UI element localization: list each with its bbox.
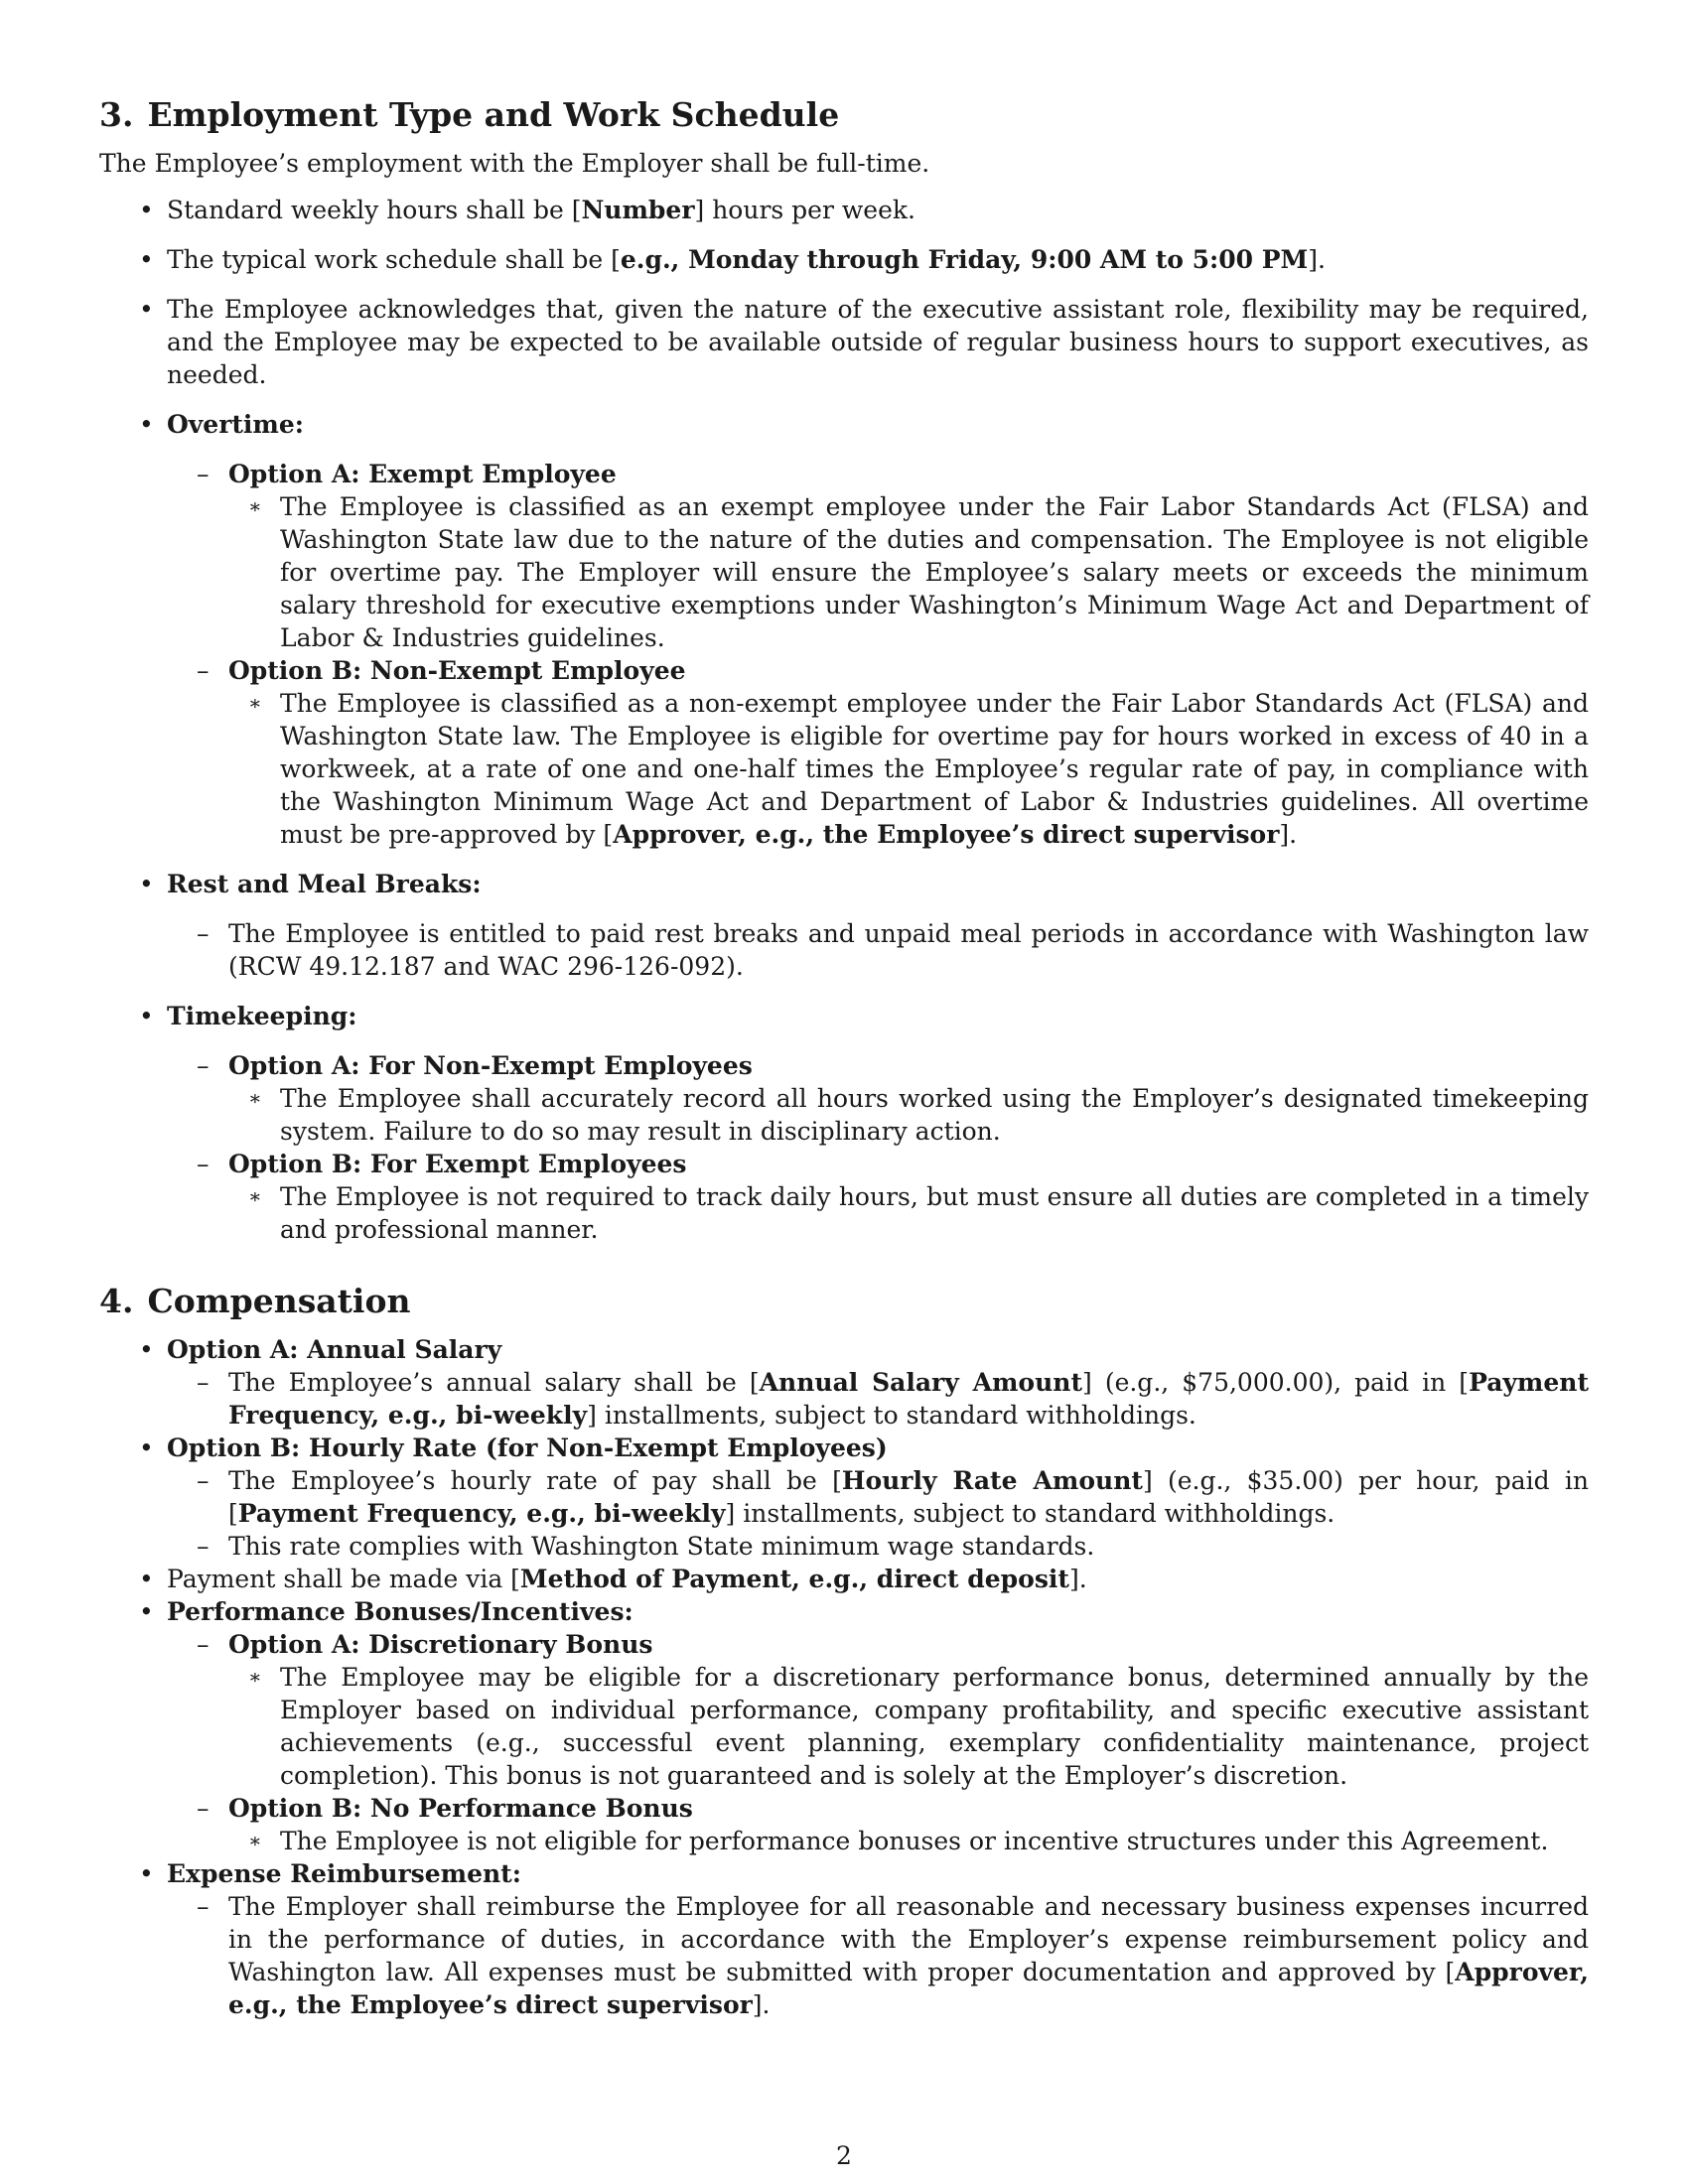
- bonus-option-a: – Option A: Discretionary Bonus ∗ The Employee may be eligible for a discretionary performance bonus, determined annually by the Employer based on individual performance, company profitability, and specific executive assistant achievements (e.g., successful event planning, exemplary confidentiality maintenance, project completion). This bonus is not guaranteed and is solely at the Employer’s discretion.: [167, 1628, 1589, 1792]
- overtime-options: [167, 458, 1589, 851]
- timekeeping-item: [99, 1000, 1589, 1246]
- weekly-hours-item: • Standard weekly hours shall be [Number] hours per week.: [99, 194, 1589, 226]
- work-schedule-item: • The typical work schedule shall be [e.g., Monday through Friday, 9:00 AM to 5:00 PM].: [99, 243, 1589, 276]
- section-3-heading: 3. Employment Type and Work Schedule: [99, 95, 840, 134]
- bonus-label: Performance Bonuses/Incentives:: [167, 1597, 633, 1626]
- salary-option: • Option A: Annual Salary – The Employee’s annual salary shall be [Annual Salary Amount] (e.g., $75,000.00), paid in [Payment Frequency, e.g., bi-weekly] installments, subject to standard withholdings.: [99, 1333, 1589, 1432]
- page-content: [99, 93, 1589, 2021]
- expense-label: Expense Reimbursement:: [167, 1859, 521, 1888]
- page-number: 2: [836, 2141, 852, 2170]
- section-3-intro: The Employee’s employment with the Employer shall be full-time.: [99, 149, 930, 178]
- expense-item: [99, 1857, 1589, 2021]
- expense-text: – The Employer shall reimburse the Employee for all reasonable and necessary business expenses incurred in the performance of duties, in accordance with the Employer’s expense reimbursement policy and Washington law. All expenses must be submitted with proper documentation and approved by [Approver, e.g., the Employee’s direct supervisor].: [167, 1890, 1589, 2021]
- breaks-label: Rest and Meal Breaks:: [167, 870, 482, 898]
- flexibility-item: • The Employee acknowledges that, given the nature of the executive assistant role, flexibility may be required, and the Employee may be expected to be available outside of regular business hours to support executives, as needed.: [99, 293, 1589, 391]
- timekeeping-option-a-text: ∗ The Employee shall accurately record all hours worked using the Employer’s designated timekeeping system. Failure to do so may result in disciplinary action.: [228, 1082, 1589, 1148]
- overtime-option-b-text: ∗ The Employee is classified as a non-exempt employee under the Fair Labor Standards Act (FLSA) and Washington State law. The Employee is eligible for overtime pay for hours worked in excess of 40 in a workweek, at a rate of one and one-half times the Employee’s regular rate of pay, in compliance with the Washington Minimum Wage Act and Department of Labor & Industries guidelines. All overtime must be pre-approved by [Approver, e.g., the Employee’s direct supervisor].: [228, 687, 1589, 851]
- overtime-option-a: – Option A: Exempt Employee ∗ The Employee is classified as an exempt employee under the Fair Labor Standards Act (FLSA) and Washington State law due to the nature of the duties and compensation. The Employee is not eligible for overtime pay. The Employer will ensure the Employee’s salary meets or exceeds the minimum salary threshold for executive exemptions under Washington’s Minimum Wage Act and Department of Labor & Industries guidelines.: [167, 458, 1589, 654]
- bonus-option-b-text: ∗ The Employee is not eligible for performance bonuses or incentive structures under this Agreement.: [228, 1825, 1589, 1857]
- hourly-option: • Option B: Hourly Rate (for Non-Exempt Employees) – The Employee’s hourly rate of pay shall be [Hourly Rate Amount] (e.g., $35.00) per hour, paid in [Payment Frequency, e.g., bi-weekly] installments, subject to standard withholdings. – This rate complies with Washington State minimum wage standards.: [99, 1432, 1589, 1563]
- hourly-text: – The Employee’s hourly rate of pay shall be [Hourly Rate Amount] (e.g., $35.00) per hour, paid in [Payment Frequency, e.g., bi-weekly] installments, subject to standard withholdings.: [167, 1464, 1589, 1530]
- payment-method-item: • Payment shall be made via [Method of Payment, e.g., direct deposit].: [99, 1563, 1589, 1595]
- overtime-label: Overtime:: [167, 410, 305, 439]
- bonus-option-a-text: ∗ The Employee may be eligible for a discretionary performance bonus, determined annually by the Employer based on individual performance, company profitability, and specific executive assistant achievements (e.g., successful event planning, exemplary confidentiality maintenance, project completion). This bonus is not guaranteed and is solely at the Employer’s discretion.: [228, 1661, 1589, 1792]
- breaks-text: – The Employee is entitled to paid rest breaks and unpaid meal periods in accordance with Washington law (RCW 49.12.187 and WAC 296-126-092).: [167, 917, 1589, 983]
- min-wage-text: – This rate complies with Washington State minimum wage standards.: [167, 1530, 1589, 1563]
- overtime-item: [99, 408, 1589, 851]
- bonus-item: [99, 1595, 1589, 1857]
- section-4-list: [99, 1333, 1589, 2021]
- breaks-item: [99, 868, 1589, 983]
- bonus-option-b: – Option B: No Performance Bonus ∗ The Employee is not eligible for performance bonuses or incentive structures under this Agreement.: [167, 1792, 1589, 1857]
- timekeeping-option-b-text: ∗ The Employee is not required to track daily hours, but must ensure all duties are completed in a timely and professional manner.: [228, 1180, 1589, 1246]
- salary-text: – The Employee’s annual salary shall be [Annual Salary Amount] (e.g., $75,000.00), paid in [Payment Frequency, e.g., bi-weekly] installments, subject to standard withholdings.: [167, 1366, 1589, 1432]
- overtime-option-b: – Option B: Non-Exempt Employee ∗ The Employee is classified as a non-exempt employee under the Fair Labor Standards Act (FLSA) and Washington State law. The Employee is eligible for overtime pay for hours worked in excess of 40 in a workweek, at a rate of one and one-half times the Employee’s regular rate of pay, in compliance with the Washington Minimum Wage Act and Department of Labor & Industries guidelines. All overtime must be pre-approved by [Approver, e.g., the Employee’s direct supervisor].: [167, 654, 1589, 851]
- section-4-heading: 4. Compensation: [99, 1282, 411, 1320]
- timekeeping-label: Timekeeping:: [167, 1002, 357, 1030]
- section-3-list: [99, 194, 1589, 1246]
- timekeeping-option-a: – Option A: For Non-Exempt Employees ∗ The Employee shall accurately record all hours worked using the Employer’s designated timekeeping system. Failure to do so may result in disciplinary action.: [167, 1049, 1589, 1148]
- overtime-option-a-text: ∗ The Employee is classified as an exempt employee under the Fair Labor Standards Act (FLSA) and Washington State law due to the nature of the duties and compensation. The Employee is not eligible for overtime pay. The Employer will ensure the Employee’s salary meets or exceeds the minimum salary threshold for executive exemptions under Washington’s Minimum Wage Act and Department of Labor & Industries guidelines.: [228, 490, 1589, 654]
- timekeeping-option-b: – Option B: For Exempt Employees ∗ The Employee is not required to track daily hours, but must ensure all duties are completed in a timely and professional manner.: [167, 1148, 1589, 1246]
